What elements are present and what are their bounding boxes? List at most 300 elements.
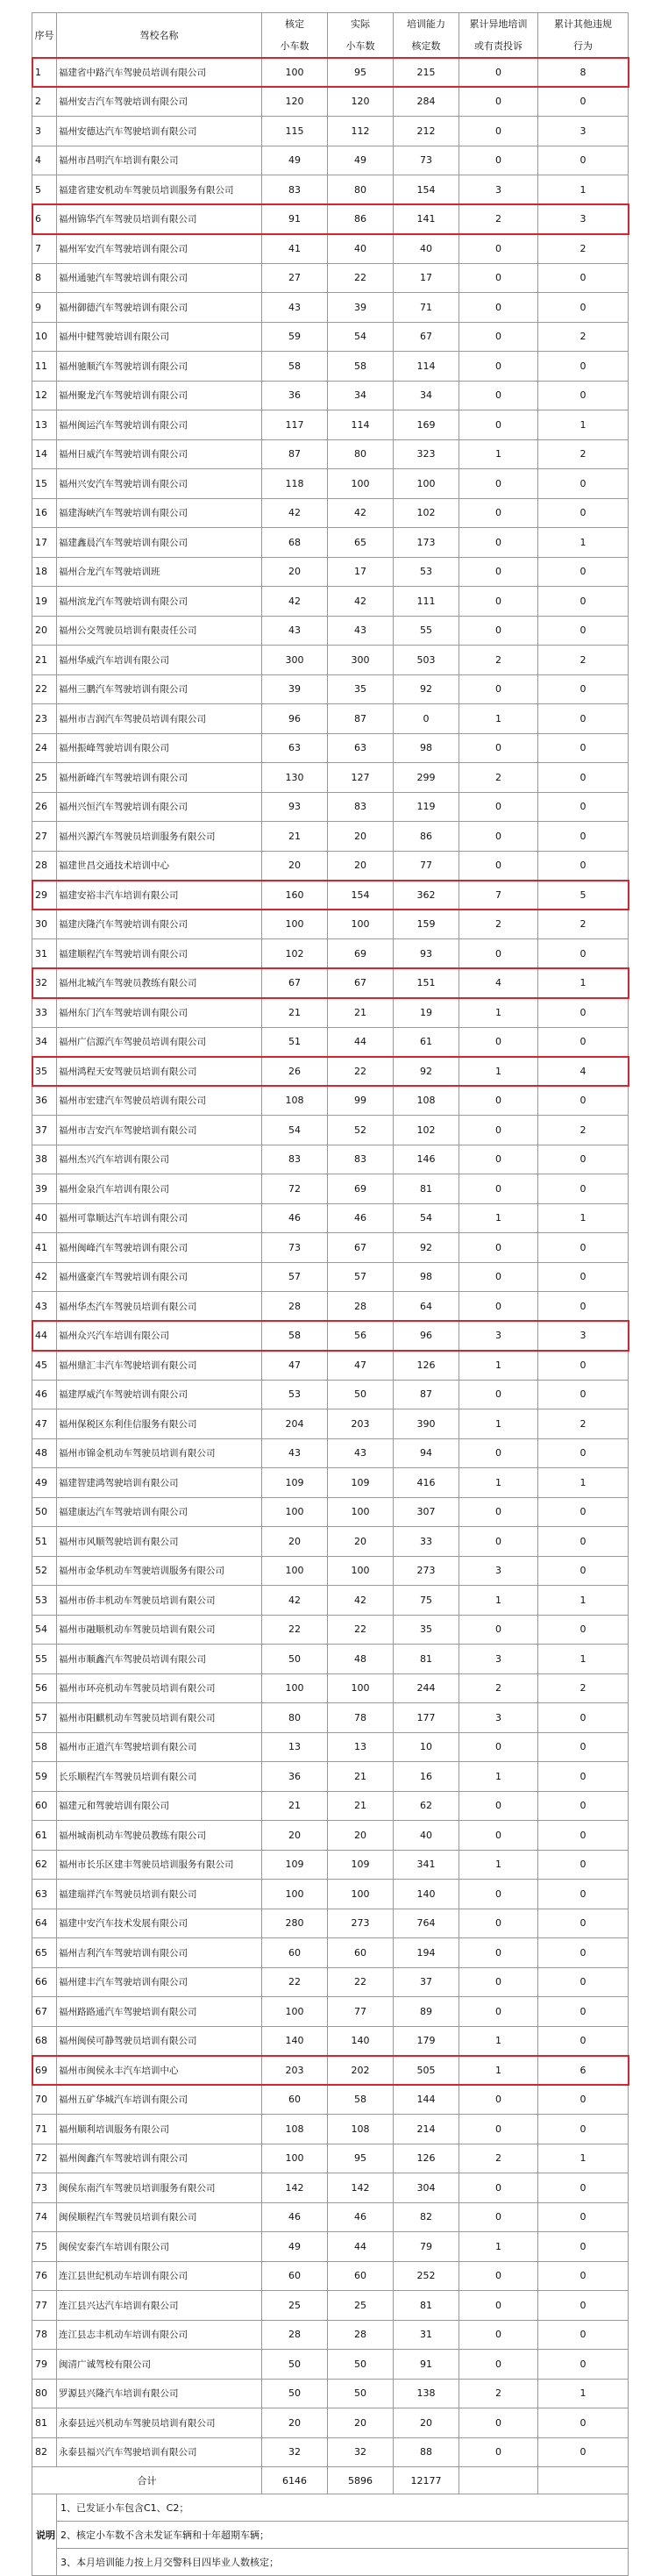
cell-violations: 1 (538, 1586, 629, 1616)
cell-actual: 109 (328, 1468, 394, 1498)
cell-actual: 112 (328, 117, 394, 146)
cell-actual: 48 (328, 1645, 394, 1674)
cell-actual: 202 (328, 2056, 394, 2086)
cell-idx: 45 (32, 1351, 57, 1381)
cell-quota: 50 (262, 1645, 328, 1674)
cell-actual: 52 (328, 1116, 394, 1145)
cell-idx: 38 (32, 1145, 57, 1174)
cell-capacity: 31 (394, 2320, 459, 2350)
cell-complaints: 0 (459, 1527, 538, 1557)
cell-capacity: 154 (394, 175, 459, 205)
cell-violations: 4 (538, 1057, 629, 1087)
cell-complaints: 0 (459, 1732, 538, 1762)
cell-actual: 28 (328, 2320, 394, 2350)
cell-complaints: 1 (459, 1468, 538, 1498)
cell-name: 福州安吉汽车驾驶培训有限公司 (57, 87, 262, 117)
table-row (32, 1909, 629, 1938)
note-row (32, 2494, 629, 2522)
cell-capacity: 244 (394, 1673, 459, 1703)
cell-violations: 0 (538, 1438, 629, 1468)
cell-complaints: 0 (459, 1791, 538, 1821)
cell-name: 罗源县兴隆汽车培训有限公司 (57, 2379, 262, 2408)
cell-violations: 2 (538, 234, 629, 264)
table-row (32, 2291, 629, 2321)
cell-quota: 96 (262, 704, 328, 734)
cell-name: 闽侯安泰汽车培训有限公司 (57, 2232, 262, 2262)
cell-capacity: 177 (394, 1703, 459, 1733)
cell-actual: 99 (328, 1086, 394, 1116)
cell-name: 福建世昌交通技术培训中心 (57, 851, 262, 881)
cell-name: 福建顺程汽车驾驶培训有限公司 (57, 939, 262, 969)
cell-quota: 80 (262, 1703, 328, 1733)
cell-violations: 0 (538, 1997, 629, 2027)
cell-idx: 67 (32, 1997, 57, 2027)
cell-violations: 0 (538, 704, 629, 734)
cell-name: 闽清广诚驾校有限公司 (57, 2350, 262, 2380)
note-text: 1、已发证小车包含C1、C2； (57, 2494, 629, 2522)
cell-quota: 91 (262, 204, 328, 234)
cell-violations: 0 (538, 1497, 629, 1527)
cell-quota: 22 (262, 1615, 328, 1645)
cell-quota: 60 (262, 2261, 328, 2291)
cell-idx: 43 (32, 1292, 57, 1322)
cell-name: 福建庆隆汽车驾驶培训有限公司 (57, 910, 262, 939)
table-row (32, 528, 629, 558)
cell-violations: 3 (538, 117, 629, 146)
cell-violations: 0 (538, 1380, 629, 1409)
cell-quota: 58 (262, 1321, 328, 1351)
table-body (32, 58, 629, 2576)
cell-actual: 50 (328, 2350, 394, 2380)
cell-actual: 22 (328, 1615, 394, 1645)
cell-complaints: 0 (459, 2291, 538, 2321)
cell-complaints: 0 (459, 410, 538, 440)
cell-idx: 62 (32, 1850, 57, 1880)
cell-name: 福州市顺鑫汽车驾驶员培训有限公司 (57, 1645, 262, 1674)
cell-actual: 21 (328, 1762, 394, 1792)
cell-quota: 93 (262, 792, 328, 822)
cell-capacity: 62 (394, 1791, 459, 1821)
table-row (32, 1086, 629, 1116)
cell-capacity: 100 (394, 469, 459, 499)
cell-name: 福建海峡汽车驾驶培训有限公司 (57, 498, 262, 528)
cell-actual: 273 (328, 1909, 394, 1938)
cell-quota: 49 (262, 146, 328, 175)
cell-capacity: 108 (394, 1086, 459, 1116)
cell-idx: 51 (32, 1527, 57, 1557)
cell-capacity: 79 (394, 2232, 459, 2262)
table-row (32, 1409, 629, 1439)
cell-idx: 22 (32, 674, 57, 704)
cell-complaints: 0 (459, 1174, 538, 1204)
cell-name: 闽侯顺程汽车驾驶员培训有限公司 (57, 2202, 262, 2232)
cell-idx: 50 (32, 1497, 57, 1527)
cell-actual: 32 (328, 2437, 394, 2467)
cell-complaints: 0 (459, 2350, 538, 2380)
cell-complaints: 0 (459, 381, 538, 410)
header-idx: 序号 (32, 13, 57, 58)
table-row (32, 352, 629, 382)
cell-capacity: 299 (394, 763, 459, 793)
table-row (32, 1174, 629, 1204)
cell-violations: 0 (538, 733, 629, 763)
cell-actual: 142 (328, 2173, 394, 2203)
cell-violations: 0 (538, 146, 629, 175)
cell-capacity: 75 (394, 1586, 459, 1616)
cell-complaints: 0 (459, 2261, 538, 2291)
table-row (32, 1497, 629, 1527)
cell-actual: 83 (328, 792, 394, 822)
cell-violations: 0 (538, 293, 629, 323)
cell-violations: 0 (538, 1174, 629, 1204)
cell-actual: 21 (328, 998, 394, 1028)
cell-actual: 83 (328, 1145, 394, 1174)
cell-idx: 58 (32, 1732, 57, 1762)
cell-idx: 14 (32, 439, 57, 469)
cell-quota: 26 (262, 1057, 328, 1087)
total-label: 合计 (32, 2467, 262, 2494)
cell-quota: 57 (262, 1262, 328, 1292)
table-row (32, 1057, 629, 1087)
cell-actual: 34 (328, 381, 394, 410)
cell-violations: 5 (538, 881, 629, 910)
table-row (32, 1027, 629, 1057)
cell-violations: 0 (538, 1791, 629, 1821)
cell-name: 福州五矿华城汽车培训有限公司 (57, 2085, 262, 2115)
cell-violations: 0 (538, 1292, 629, 1322)
cell-name: 福州北城汽车驾驶员教练有限公司 (57, 968, 262, 998)
cell-capacity: 138 (394, 2379, 459, 2408)
cell-idx: 8 (32, 263, 57, 293)
header-complaints: 累计异地培训 或有责投诉 (459, 13, 538, 58)
notes-label: 说明 (32, 2494, 57, 2576)
table-row (32, 704, 629, 734)
cell-idx: 29 (32, 881, 57, 910)
cell-name: 福州新峰汽车驾驶培训有限公司 (57, 763, 262, 793)
cell-capacity: 304 (394, 2173, 459, 2203)
cell-quota: 36 (262, 381, 328, 410)
cell-capacity: 77 (394, 851, 459, 881)
cell-complaints: 0 (459, 2320, 538, 2350)
cell-actual: 58 (328, 352, 394, 382)
cell-quota: 83 (262, 1145, 328, 1174)
total-violations (538, 2467, 629, 2494)
cell-idx: 56 (32, 1673, 57, 1703)
cell-idx: 37 (32, 1116, 57, 1145)
cell-complaints: 0 (459, 293, 538, 323)
cell-quota: 204 (262, 1409, 328, 1439)
cell-actual: 300 (328, 646, 394, 675)
table-row (32, 1997, 629, 2027)
cell-idx: 15 (32, 469, 57, 499)
table-row (32, 322, 629, 352)
cell-quota: 300 (262, 646, 328, 675)
cell-name: 连江县兴达汽车培训有限公司 (57, 2291, 262, 2321)
cell-idx: 69 (32, 2056, 57, 2086)
table-row (32, 117, 629, 146)
cell-name: 福州华杰汽车驾驶员培训有限公司 (57, 1292, 262, 1322)
cell-name: 福州保税区东利佳信服务有限公司 (57, 1409, 262, 1439)
cell-violations: 0 (538, 2232, 629, 2262)
cell-idx: 1 (32, 58, 57, 88)
cell-name: 福州顺利培训服务有限公司 (57, 2115, 262, 2144)
cell-capacity: 40 (394, 1821, 459, 1851)
cell-actual: 20 (328, 1821, 394, 1851)
cell-violations: 0 (538, 2350, 629, 2380)
table-row (32, 1438, 629, 1468)
cell-name: 福建智建鸿驾驶培训有限公司 (57, 1468, 262, 1498)
table-row (32, 910, 629, 939)
table-row (32, 87, 629, 117)
cell-actual: 46 (328, 1203, 394, 1233)
cell-complaints: 0 (459, 263, 538, 293)
cell-violations: 0 (538, 1938, 629, 1968)
cell-violations: 2 (538, 322, 629, 352)
cell-name: 福建中安汽车技术发展有限公司 (57, 1909, 262, 1938)
cell-name: 福州合龙汽车驾驶培训班 (57, 557, 262, 587)
cell-capacity: 140 (394, 1880, 459, 1909)
cell-name: 福州华威汽车培训有限公司 (57, 646, 262, 675)
cell-violations: 0 (538, 469, 629, 499)
cell-violations: 0 (538, 587, 629, 617)
cell-actual: 43 (328, 616, 394, 646)
cell-violations: 0 (538, 1615, 629, 1645)
cell-capacity: 96 (394, 1321, 459, 1351)
cell-capacity: 215 (394, 58, 459, 88)
table-row (32, 2350, 629, 2380)
cell-complaints: 0 (459, 2408, 538, 2438)
table-row (32, 1673, 629, 1703)
cell-complaints: 1 (459, 1850, 538, 1880)
cell-actual: 69 (328, 1174, 394, 1204)
cell-violations: 0 (538, 998, 629, 1028)
cell-idx: 13 (32, 410, 57, 440)
cell-actual: 20 (328, 2408, 394, 2438)
cell-name: 福州公交驾驶员培训有限责任公司 (57, 616, 262, 646)
cell-quota: 100 (262, 1880, 328, 1909)
cell-actual: 43 (328, 1438, 394, 1468)
cell-name: 福州锦华汽车驾驶员培训有限公司 (57, 204, 262, 234)
cell-actual: 60 (328, 1938, 394, 1968)
total-actual: 5896 (328, 2467, 394, 2494)
cell-complaints: 0 (459, 1438, 538, 1468)
table-row (32, 498, 629, 528)
cell-name: 福州军安汽车驾驶培训有限公司 (57, 234, 262, 264)
header-capacity: 培训能力 核定数 (394, 13, 459, 58)
cell-name: 福州建丰汽车驾驶培训有限公司 (57, 1967, 262, 1997)
cell-quota: 42 (262, 587, 328, 617)
cell-capacity: 93 (394, 939, 459, 969)
table-row (32, 293, 629, 323)
cell-capacity: 64 (394, 1292, 459, 1322)
cell-idx: 44 (32, 1321, 57, 1351)
cell-actual: 20 (328, 822, 394, 852)
cell-capacity: 362 (394, 881, 459, 910)
cell-name: 福州聚龙汽车驾驶培训有限公司 (57, 381, 262, 410)
cell-complaints: 0 (459, 117, 538, 146)
total-quota: 6146 (262, 2467, 328, 2494)
cell-capacity: 81 (394, 1174, 459, 1204)
cell-actual: 87 (328, 704, 394, 734)
cell-idx: 63 (32, 1880, 57, 1909)
cell-capacity: 126 (394, 1351, 459, 1381)
cell-name: 闽侯东南汽车驾驶员培训服务有限公司 (57, 2173, 262, 2203)
cell-idx: 61 (32, 1821, 57, 1851)
cell-complaints: 0 (459, 939, 538, 969)
cell-violations: 1 (538, 2144, 629, 2173)
cell-complaints: 0 (459, 1615, 538, 1645)
cell-violations: 0 (538, 1909, 629, 1938)
cell-violations: 0 (538, 1351, 629, 1381)
cell-actual: 78 (328, 1703, 394, 1733)
cell-capacity: 73 (394, 146, 459, 175)
cell-name: 福州驰顺汽车驾驶培训有限公司 (57, 352, 262, 382)
cell-actual: 22 (328, 1967, 394, 1997)
cell-idx: 23 (32, 704, 57, 734)
cell-violations: 0 (538, 2261, 629, 2291)
cell-violations: 2 (538, 646, 629, 675)
cell-name: 福州闽峰汽车驾驶培训有限公司 (57, 1233, 262, 1263)
cell-violations: 1 (538, 968, 629, 998)
table-row (32, 674, 629, 704)
cell-idx: 71 (32, 2115, 57, 2144)
cell-capacity: 505 (394, 2056, 459, 2086)
cell-violations: 0 (538, 2085, 629, 2115)
cell-idx: 39 (32, 1174, 57, 1204)
cell-idx: 30 (32, 910, 57, 939)
cell-complaints: 1 (459, 1586, 538, 1616)
cell-quota: 108 (262, 2115, 328, 2144)
cell-violations: 1 (538, 2379, 629, 2408)
cell-capacity: 273 (394, 1556, 459, 1586)
table-row (32, 1321, 629, 1351)
cell-actual: 108 (328, 2115, 394, 2144)
cell-name: 福州市长乐区建丰驾驶员培训服务有限公司 (57, 1850, 262, 1880)
cell-actual: 100 (328, 1880, 394, 1909)
note-row (32, 2522, 629, 2549)
cell-idx: 81 (32, 2408, 57, 2438)
header-actual: 实际 小车数 (328, 13, 394, 58)
cell-quota: 20 (262, 1527, 328, 1557)
cell-idx: 41 (32, 1233, 57, 1263)
cell-name: 福州市融顺机动车驾驶员培训有限公司 (57, 1615, 262, 1645)
cell-complaints: 1 (459, 1057, 538, 1087)
cell-complaints: 1 (459, 439, 538, 469)
table-row (32, 1116, 629, 1145)
cell-name: 福州市侨丰机动车驾驶员培训有限公司 (57, 1586, 262, 1616)
cell-violations: 0 (538, 2437, 629, 2467)
table-row (32, 1527, 629, 1557)
cell-complaints: 7 (459, 881, 538, 910)
cell-actual: 46 (328, 2202, 394, 2232)
cell-idx: 72 (32, 2144, 57, 2173)
cell-violations: 0 (538, 2115, 629, 2144)
cell-complaints: 2 (459, 646, 538, 675)
cell-quota: 46 (262, 1203, 328, 1233)
cell-name: 永泰县远兴机动车驾驶员培训有限公司 (57, 2408, 262, 2438)
cell-complaints: 1 (459, 1203, 538, 1233)
cell-name: 福建元和驾驶培训有限公司 (57, 1791, 262, 1821)
table-row (32, 204, 629, 234)
table-row (32, 998, 629, 1028)
header-name: 驾校名称 (57, 13, 262, 58)
cell-quota: 28 (262, 1292, 328, 1322)
cell-idx: 47 (32, 1409, 57, 1439)
cell-actual: 80 (328, 175, 394, 205)
cell-name: 福州兴恒汽车驾驶培训有限公司 (57, 792, 262, 822)
cell-idx: 7 (32, 234, 57, 264)
cell-complaints: 0 (459, 1233, 538, 1263)
cell-actual: 100 (328, 1556, 394, 1586)
cell-actual: 21 (328, 1791, 394, 1821)
cell-idx: 16 (32, 498, 57, 528)
cell-capacity: 20 (394, 2408, 459, 2438)
cell-actual: 28 (328, 1292, 394, 1322)
cell-capacity: 16 (394, 1762, 459, 1792)
cell-idx: 80 (32, 2379, 57, 2408)
cell-quota: 28 (262, 2320, 328, 2350)
cell-name: 福建鑫晨汽车驾驶培训有限公司 (57, 528, 262, 558)
cell-violations: 0 (538, 1732, 629, 1762)
cell-idx: 79 (32, 2350, 57, 2380)
cell-name: 福州可靠顺达汽车培训有限公司 (57, 1203, 262, 1233)
cell-capacity: 86 (394, 822, 459, 852)
cell-quota: 20 (262, 851, 328, 881)
table-row (32, 1880, 629, 1909)
cell-quota: 20 (262, 557, 328, 587)
table-row (32, 1145, 629, 1174)
cell-idx: 73 (32, 2173, 57, 2203)
table-row (32, 2408, 629, 2438)
cell-complaints: 0 (459, 2115, 538, 2144)
cell-violations: 0 (538, 2320, 629, 2350)
cell-complaints: 3 (459, 1321, 538, 1351)
table-row (32, 1762, 629, 1792)
cell-capacity: 144 (394, 2085, 459, 2115)
cell-idx: 3 (32, 117, 57, 146)
cell-capacity: 151 (394, 968, 459, 998)
cell-idx: 35 (32, 1057, 57, 1087)
table-row (32, 939, 629, 969)
cell-idx: 78 (32, 2320, 57, 2350)
cell-actual: 67 (328, 1233, 394, 1263)
cell-idx: 57 (32, 1703, 57, 1733)
school-table (32, 12, 629, 2576)
cell-name: 福州市吉润汽车驾驶员培训有限公司 (57, 704, 262, 734)
cell-quota: 67 (262, 968, 328, 998)
cell-quota: 100 (262, 58, 328, 88)
cell-violations: 0 (538, 1027, 629, 1057)
cell-quota: 53 (262, 1380, 328, 1409)
cell-name: 福建瑞祥汽车驾驶员培训有限公司 (57, 1880, 262, 1909)
cell-violations: 0 (538, 2291, 629, 2321)
cell-quota: 118 (262, 469, 328, 499)
cell-violations: 0 (538, 2202, 629, 2232)
cell-actual: 100 (328, 1673, 394, 1703)
cell-quota: 203 (262, 2056, 328, 2086)
cell-name: 福州兴源汽车驾驶员培训服务有限公司 (57, 822, 262, 852)
cell-quota: 130 (262, 763, 328, 793)
cell-violations: 0 (538, 763, 629, 793)
cell-capacity: 98 (394, 733, 459, 763)
cell-quota: 100 (262, 2144, 328, 2173)
cell-complaints: 2 (459, 2144, 538, 2173)
cell-capacity: 252 (394, 2261, 459, 2291)
cell-name: 福州市宏建汽车驾驶员培训有限公司 (57, 1086, 262, 1116)
cell-violations: 0 (538, 1086, 629, 1116)
cell-violations: 0 (538, 557, 629, 587)
cell-complaints: 0 (459, 1145, 538, 1174)
